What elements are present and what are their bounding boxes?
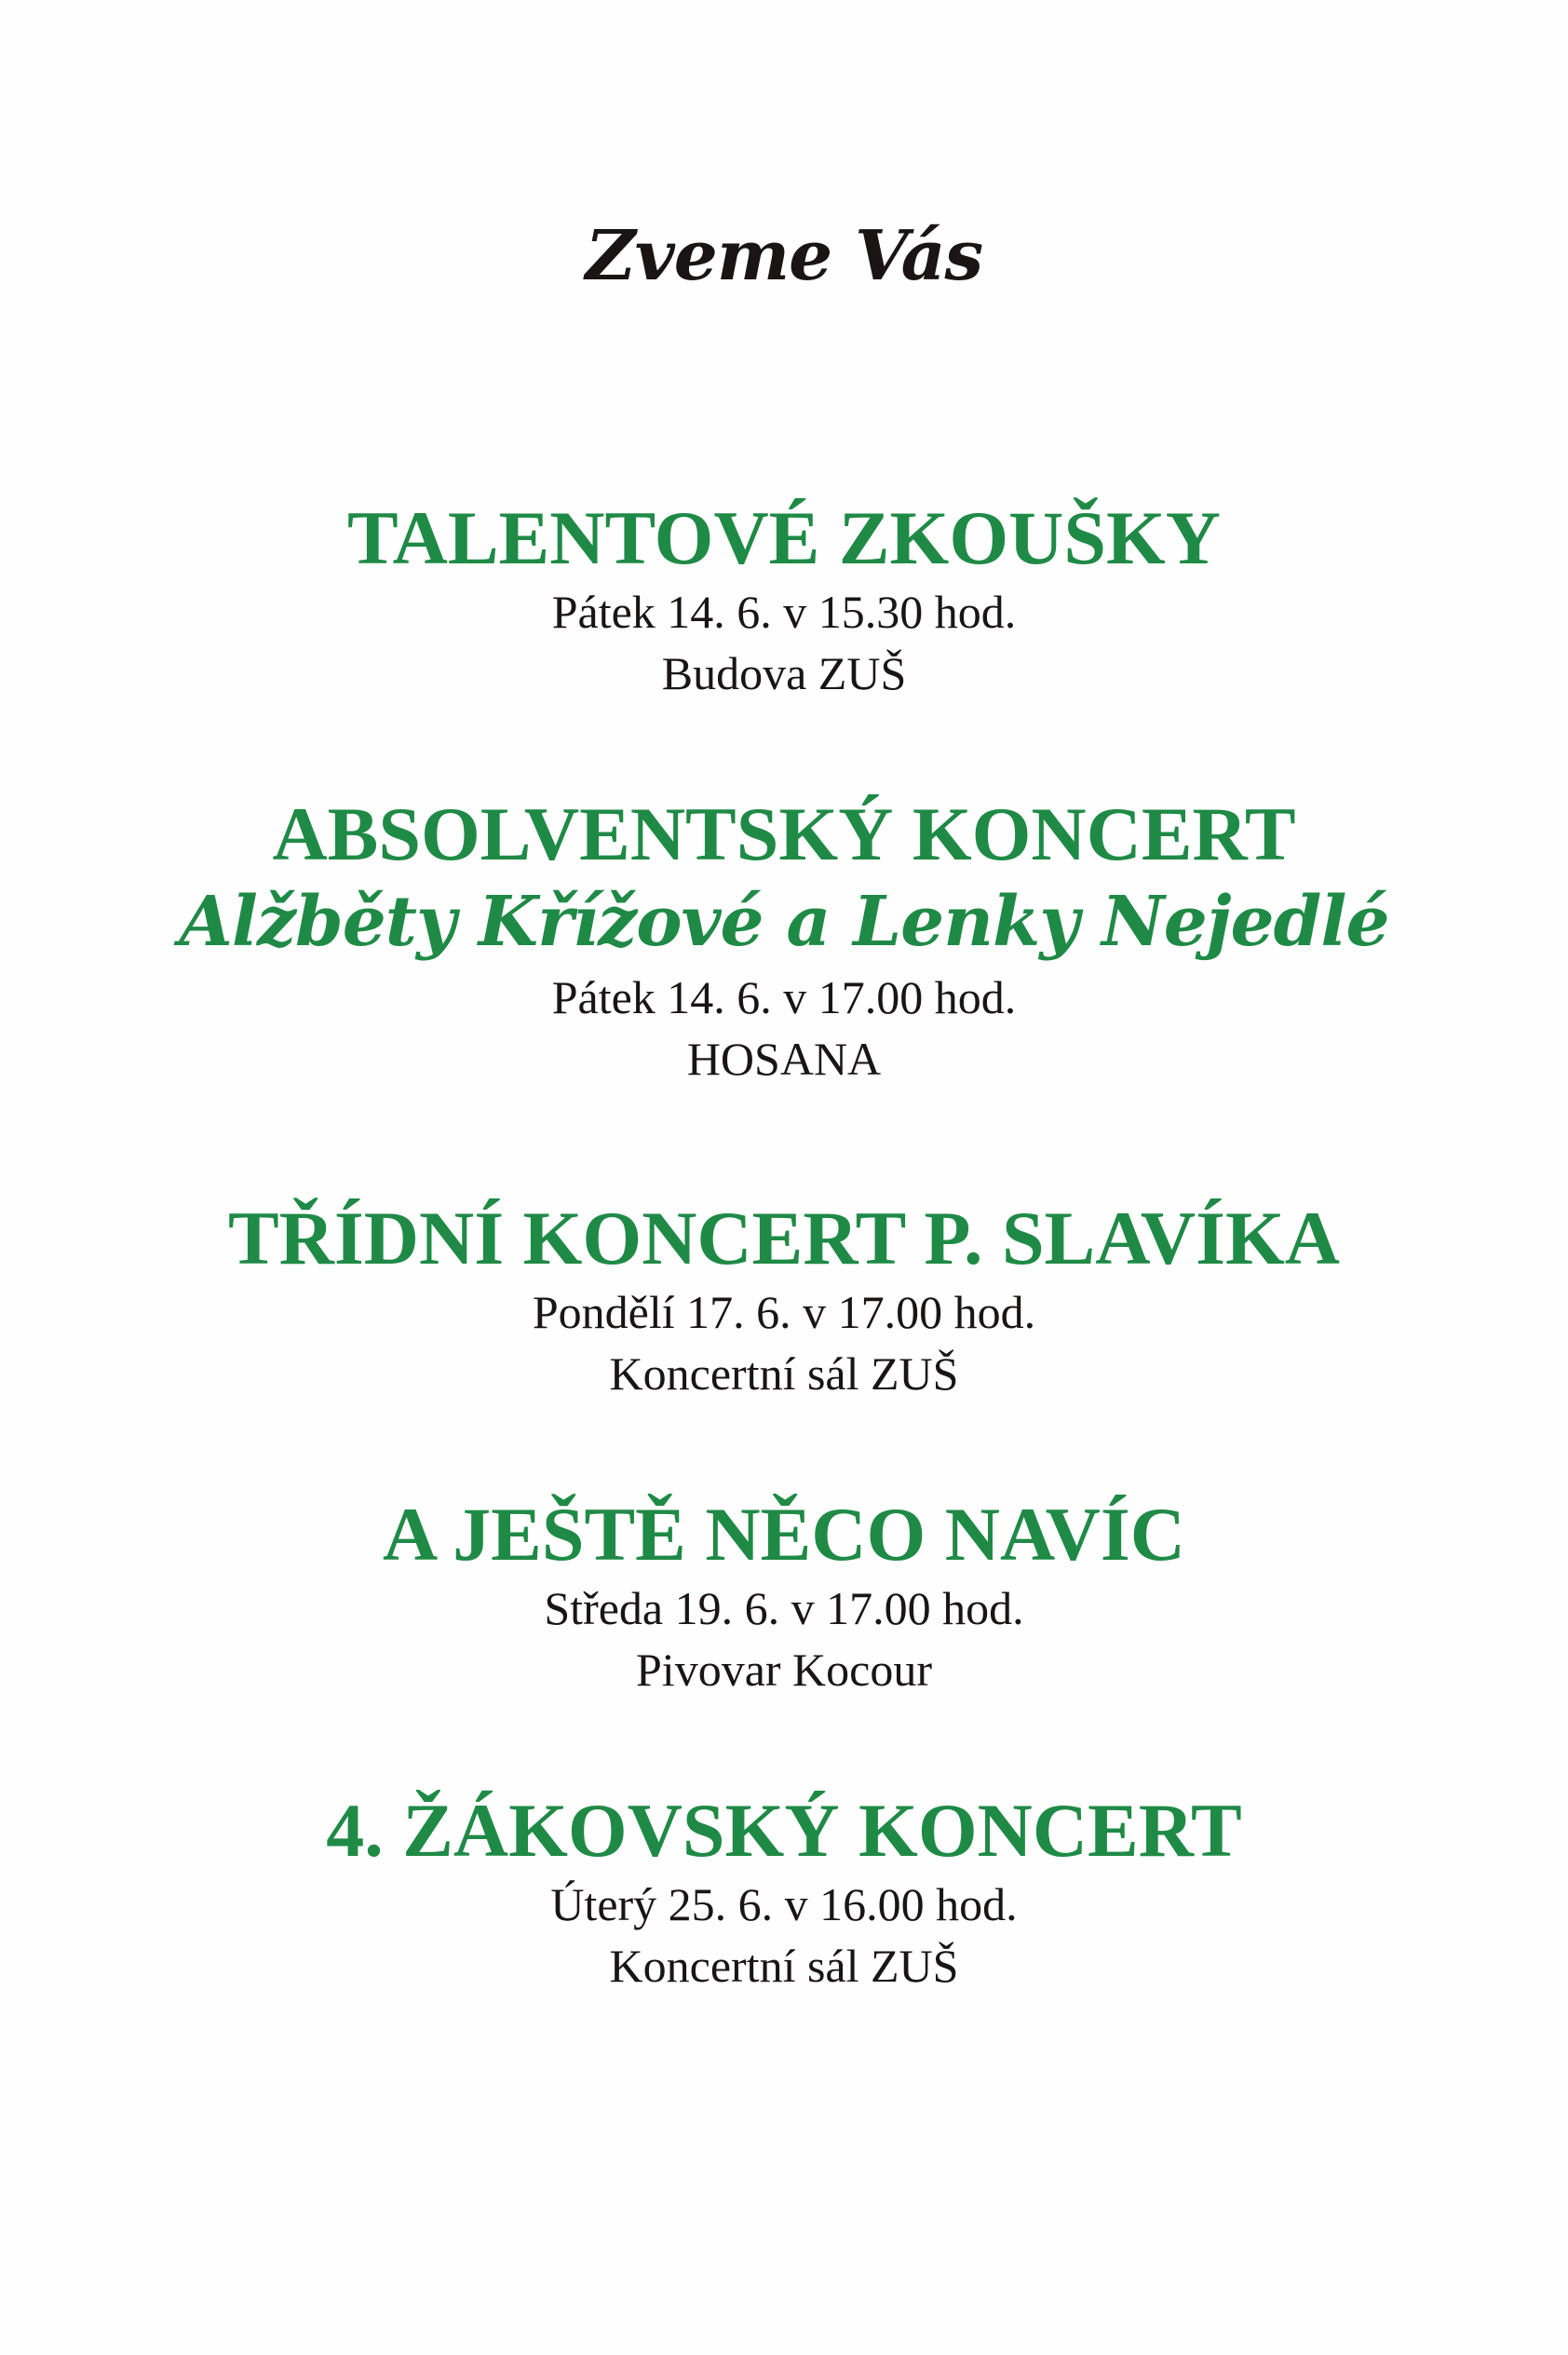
event-something-extra [0,1492,1568,1700]
event-talent-exams [0,495,1568,704]
event-venue: Pivovar Kocour [636,1644,932,1696]
event-date: Pondělí 17. 6. v 17.00 hod. [532,1286,1036,1338]
event-graduation-concert [0,792,1568,1090]
event-date: Úterý 25. 6. v 16.00 hod. [550,1878,1018,1930]
event-venue: Koncertní sál ZUŠ [609,1940,959,1992]
event-title: TALENTOVÉ ZKOUŠKY [347,495,1221,580]
event-venue: HOSANA [686,1033,882,1085]
event-class-concert [0,1196,1568,1404]
event-title: 4. ŽÁKOVSKÝ KONCERT [326,1788,1242,1873]
event-date: Pátek 14. 6. v 15.30 hod. [551,586,1017,638]
event-title: ABSOLVENTSKÝ KONCERT [272,792,1296,876]
event-venue: Koncertní sál ZUŠ [609,1347,959,1400]
event-date: Středa 19. 6. v 17.00 hod. [544,1582,1024,1634]
event-performers: Alžběty Křížové a Lenky Nejedlé [179,882,1389,962]
event-venue: Budova ZUŠ [661,647,907,699]
invitation-heading: Zveme Vás [585,216,983,296]
event-date: Pátek 14. 6. v 17.00 hod. [551,971,1017,1023]
event-student-concert [0,1788,1568,1996]
event-title: A JEŠTĚ NĚCO NAVÍC [382,1492,1185,1577]
event-title: TŘÍDNÍ KONCERT P. SLAVÍKA [227,1196,1341,1280]
